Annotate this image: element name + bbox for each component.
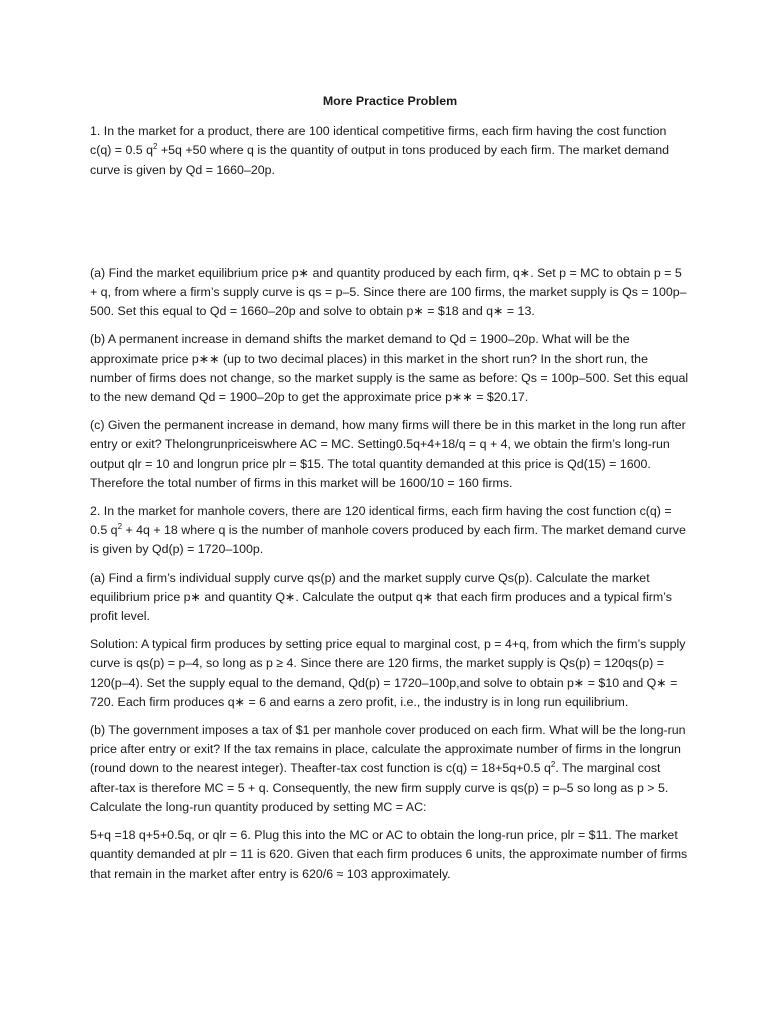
problem-1c: (c) Given the permanent increase in demand, how many firms will there be in this market in the long run after entry or exit? Thelongrunpriceiswhere AC = MC. Setting0.5q+4+18/q = q + 4, we obtain the firm’s long-run output qlr = 10 and longrun price plr = $15. The total quantity demanded at this price is Qd(15) = 1600. Therefore the total number of firms in this market will be 1600/10 = 160 firms.: [90, 418, 686, 490]
exponent: 2: [550, 760, 556, 770]
problem-1b: (b) A permanent increase in demand shifts the market demand to Qd = 1900–20p. What will be the approximate price p∗∗ (up to two decimal places) in this market in the short run? In the short run, the number of firms does not change, so the market supply is the same as before: Qs = 100p–500. Set this equal to the new demand Qd = 1900–20p to get the approximate price p∗∗ = $20.17.: [90, 332, 689, 405]
exponent: 2: [153, 142, 158, 152]
problem-2-statement: [90, 502, 690, 560]
problem-1-text-b: +5q +50 where q is the quantity of output in tons produced by each firm. The market demand curve is given by Qd = 1660–20p.: [90, 143, 670, 177]
problem-2a: (a) Find a firm’s individual supply curve qs(p) and the market supply curve Qs(p). Calculate the market equilibrium price p∗ and quantity Q∗. Calculate the output q∗ that each firm produces and a typical firm’s profit level.: [90, 570, 672, 624]
problem-2b-continued: 5+q =18 q+5+0.5q, or qlr = 6. Plug this into the MC or AC to obtain the long-run price, plr = $11. The market quantity demanded at plr = 11 is 620. Given that each firm produces 6 units, the approximate number of firms that remain in the market after entry is 620/6 ≈ 103 approximately.: [90, 828, 688, 881]
problem-1-statement: [90, 122, 690, 180]
blank-gap: [90, 189, 690, 264]
exponent: 2: [117, 522, 123, 532]
problem-2-text-a: 2. In the market for manhole covers, there are 120 identical firms, each firm having the cost function c(q) = 0.5 q: [90, 504, 672, 538]
problem-1-text-a: 1. In the market for a product, there are 100 identical competitive firms, each firm having the cost function c(q) = 0.5 q: [90, 124, 667, 158]
problem-2b: [90, 721, 690, 817]
document-body: [90, 92, 690, 893]
problem-2-solution: Solution: A typical firm produces by setting price equal to marginal cost, p = 4+q, from which the firm’s supply curve is qs(p) = p–4, so long as p ≥ 4. Since there are 120 firms, the market supply is Qs(p) = 120qs(p) = 120(p–4). Set the supply equal to the demand, Qd(p) = 1720–100p,and solve to obtain p∗ = $10 and Q∗ = 720. Each firm produces q∗ = 6 and earns a zero profit, i.e., the industry is in long run equilibrium.: [90, 637, 686, 709]
problem-1a: (a) Find the market equilibrium price p∗ and quantity produced by each firm, q∗. Set p = MC to obtain p = 5 + q, from where a firm’s supply curve is qs = p–5. Since there are 100 firms, the market supply is Qs = 100p–500. Set this equal to Qd = 1660–20p and solve to obtain p∗ = $18 and q∗ = 13.: [90, 265, 687, 319]
problem-2b-text-a: (b) The government imposes a tax of $1 per manhole cover produced on each firm. What will be the long-run price after entry or exit? If the tax remains in place, calculate the approximate number of firms in the longrun (round down to the nearest integer). Theafter-tax cost function is c(q) = 18+5q+0.5 q: [90, 723, 686, 776]
problem-2-text-b: + 4q + 18 where q is the number of manhole covers produced by each firm. The market demand curve is given by Qd(p) = 1720–100p.: [90, 523, 686, 557]
page-title: More Practice Problem: [322, 94, 458, 108]
problem-2b-text-b: . The marginal cost after-tax is therefore MC = 5 + q. Consequently, the new firm supply curve is qs(p) = p–5 so long as p > 5. Calculate the long-run quantity produced by setting MC = AC:: [90, 761, 669, 814]
